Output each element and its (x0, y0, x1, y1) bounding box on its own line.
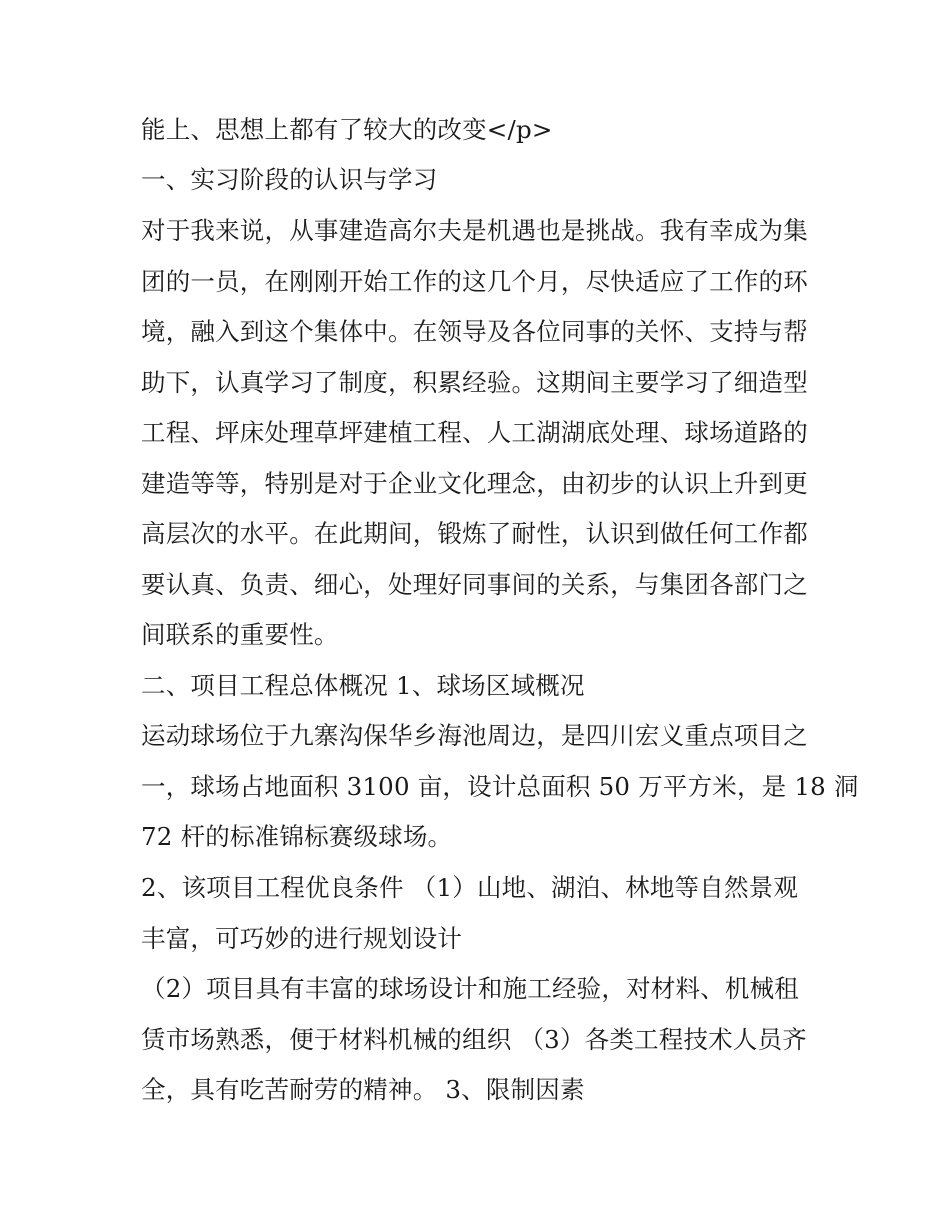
text-line: 助下，认真学习了制度，积累经验。这期间主要学习了细造型 (141, 368, 808, 397)
text-line: 高层次的水平。在此期间，锻炼了耐性，认识到做任何工作都 (141, 519, 808, 548)
text-line: 建造等等，特别是对于企业文化理念，由初步的认识上升到更 (141, 469, 808, 498)
section-heading: 二、项目工程总体概况 1、球场区域概况 (141, 671, 585, 700)
text-line: 丰富，可巧妙的进行规划设计 (141, 924, 463, 953)
text-line: 全，具有吃苦耐劳的精神。 3、限制因素 (141, 1075, 585, 1104)
text-line: 一，球场占地面积 3100 亩，设计总面积 50 万平方米，是 18 洞 (141, 772, 859, 801)
text-line: 境，融入到这个集体中。在领导及各位同事的关怀、支持与帮 (141, 317, 808, 346)
text-line: 运动球场位于九寨沟保华乡海池周边，是四川宏义重点项目之 (141, 721, 808, 750)
text-line: 72 杆的标准锦标赛级球场。 (141, 822, 453, 851)
text-line: 对于我来说，从事建造高尔夫是机遇也是挑战。我有幸成为集 (141, 216, 808, 245)
text-line: 要认真、负责、细心，处理好同事间的关系，与集团各部门之 (141, 570, 808, 599)
text-line: 团的一员，在刚刚开始工作的这几个月，尽快适应了工作的环 (141, 267, 808, 296)
text-line: （2）项目具有丰富的球场设计和施工经验，对材料、机械租 (141, 974, 799, 1003)
section-heading: 一、实习阶段的认识与学习 (141, 165, 438, 194)
text-line: 间联系的重要性。 (141, 620, 339, 649)
text-line: 能上、思想上都有了较大的改变</p> (141, 115, 553, 144)
text-line: 2、该项目工程优良条件 （1）山地、湖泊、林地等自然景观 (141, 873, 799, 902)
text-line: 工程、坪床处理草坪建植工程、人工湖湖底处理、球场道路的 (141, 418, 808, 447)
text-line: 赁市场熟悉，便于材料机械的组织 （3）各类工程技术人员齐 (141, 1025, 807, 1054)
